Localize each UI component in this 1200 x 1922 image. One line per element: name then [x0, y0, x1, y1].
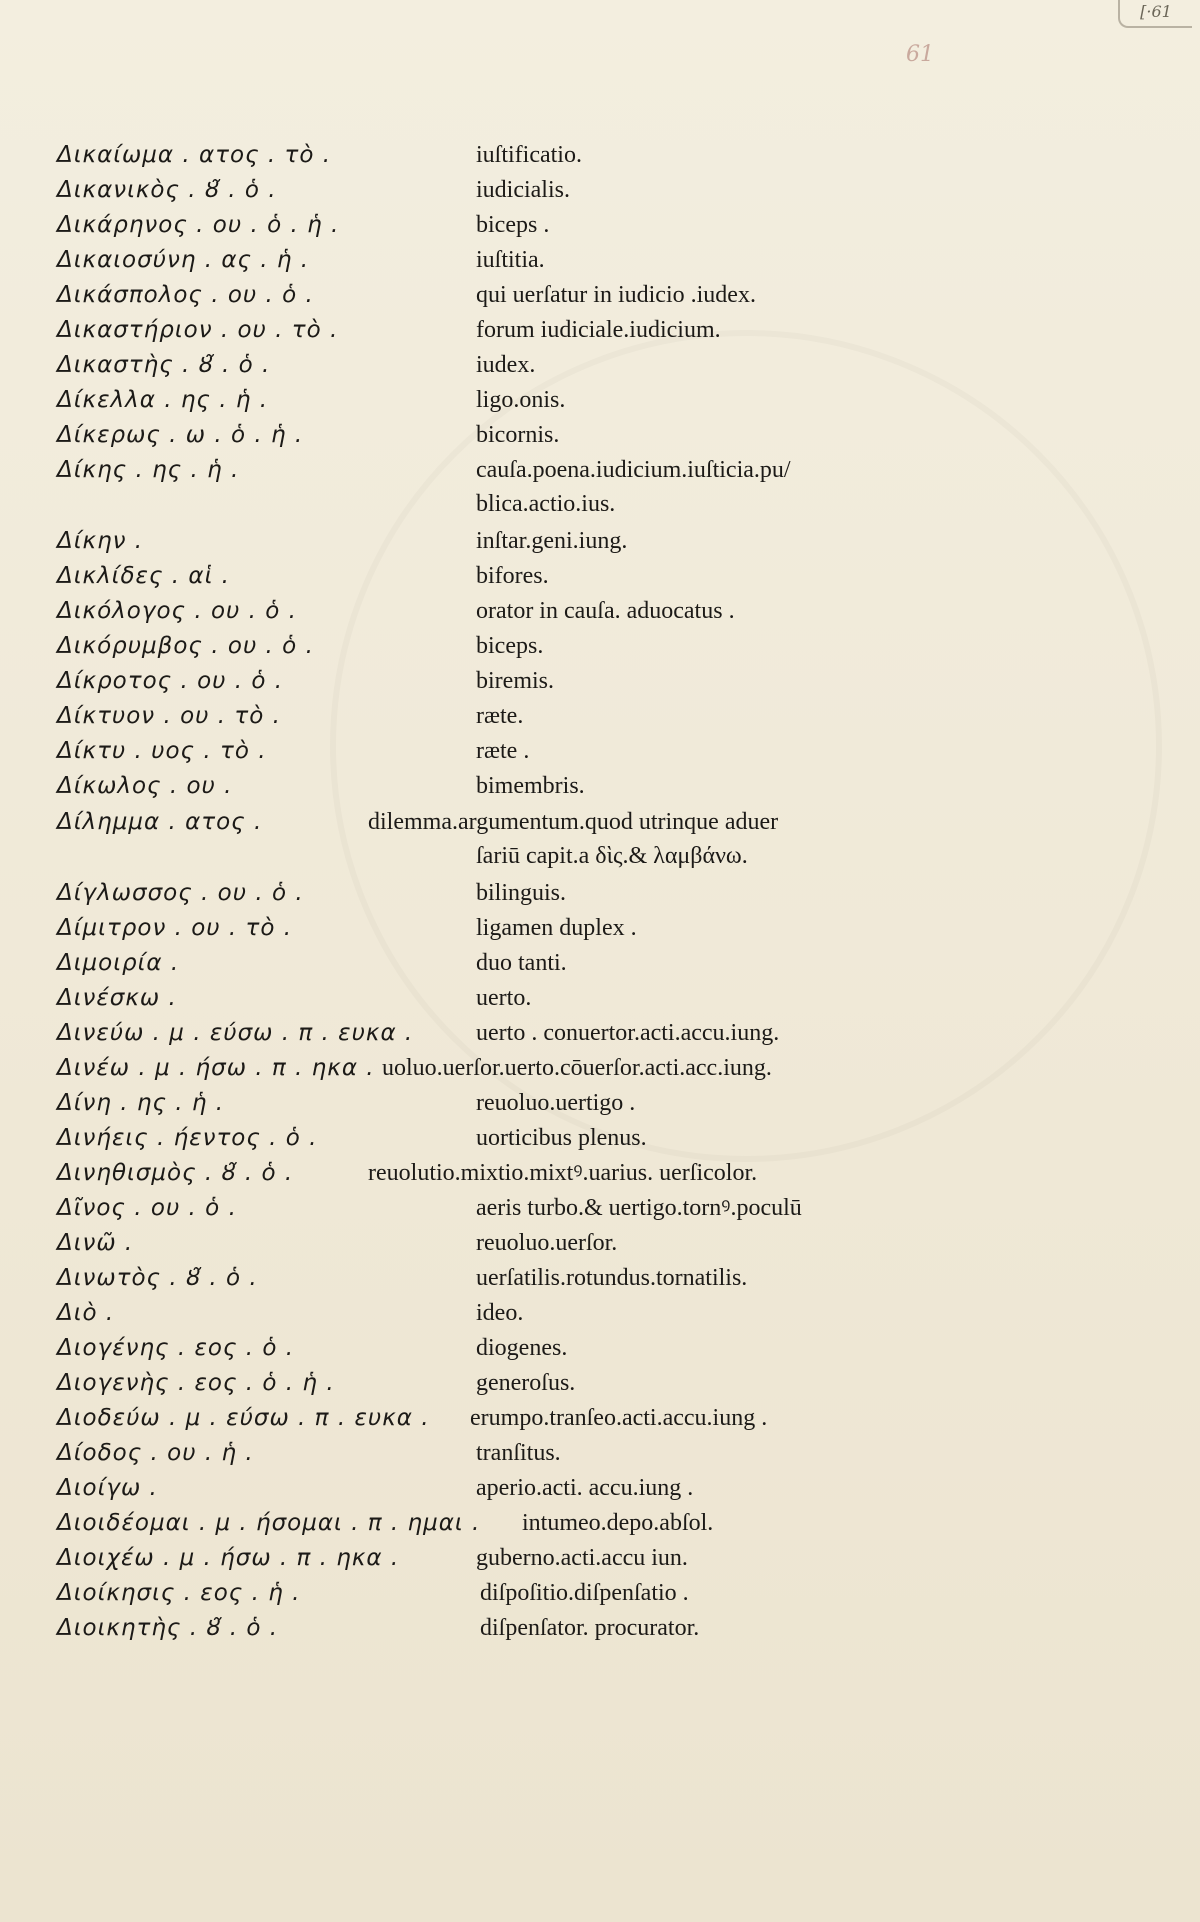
greek-headword: Δινωτὸς . ȣ̃ . ὁ . — [57, 1265, 258, 1291]
latin-gloss: erumpo.tranſeo.acti.accu.iung . — [470, 1405, 768, 1431]
entry-row — [0, 1156, 1200, 1190]
latin-gloss: ræte. — [476, 703, 524, 729]
entry-row — [0, 981, 1200, 1015]
greek-headword: Δίκωλος . ου . — [57, 773, 233, 799]
entry-row — [0, 1086, 1200, 1120]
entry-row — [0, 278, 1200, 312]
latin-gloss: orator in cauſa. aduocatus . — [476, 598, 735, 624]
entry-row — [0, 876, 1200, 910]
greek-headword: Δινῶ . — [57, 1230, 134, 1256]
latin-gloss: generoſus. — [476, 1370, 576, 1396]
entry-row — [0, 1436, 1200, 1470]
greek-headword: Δίκτυ . υος . τὸ . — [57, 738, 267, 764]
latin-gloss: reuolutio.mixtio.mixtꝰ.uarius. uerſicolor. — [368, 1160, 758, 1186]
latin-gloss: reuoluo.uertigo . — [476, 1090, 636, 1116]
latin-gloss: diſpoſitio.diſpenſatio . — [480, 1580, 689, 1606]
greek-headword: Διοιδέομαι . μ . ήσομαι . π . ημαι . — [57, 1510, 481, 1536]
entry-row — [0, 734, 1200, 768]
greek-headword: Δινέω . μ . ήσω . π . ηκα . — [57, 1055, 375, 1081]
greek-headword: Διμοιρία . — [57, 950, 180, 976]
latin-gloss: bicornis. — [476, 422, 560, 448]
latin-gloss-continuation: ſariū capit.a δὶς.& λαμβάνω. — [476, 843, 748, 869]
greek-headword: Διοίκησις . εος . ἡ . — [57, 1580, 301, 1606]
latin-gloss: intumeo.depo.abſol. — [522, 1510, 714, 1536]
latin-gloss: ligamen duplex . — [476, 915, 637, 941]
greek-headword: Δίλημμα . ατος . — [57, 809, 263, 835]
entry-row — [0, 453, 1200, 521]
latin-gloss: uerſatilis.rotundus.tornatilis. — [476, 1265, 748, 1291]
entry-row — [0, 946, 1200, 980]
entry-row — [0, 418, 1200, 452]
latin-gloss: tranſitus. — [476, 1440, 561, 1466]
greek-headword: Δικαίωμα . ατος . τὸ . — [57, 142, 332, 168]
latin-gloss: bimembris. — [476, 773, 585, 799]
greek-headword: Δικαιοσύνη . ας . ἡ . — [57, 247, 310, 273]
entry-row — [0, 664, 1200, 698]
entry-row — [0, 243, 1200, 277]
entry-row — [0, 1121, 1200, 1155]
greek-headword: Δικαστὴς . ȣ̃ . ὁ . — [57, 352, 271, 378]
entry-row — [0, 1471, 1200, 1505]
entry-row — [0, 1366, 1200, 1400]
latin-gloss: forum iudiciale.iudicium. — [476, 317, 721, 343]
latin-gloss: guberno.acti.accu iun. — [476, 1545, 688, 1571]
latin-gloss: bifores. — [476, 563, 549, 589]
entry-row — [0, 1331, 1200, 1365]
greek-headword: Δίγλωσσος . ου . ὁ . — [57, 880, 304, 906]
latin-gloss: reuoluo.uerſor. — [476, 1230, 618, 1256]
pencil-page-number: 61 — [906, 42, 934, 67]
entry-row — [0, 699, 1200, 733]
latin-gloss: qui uerſatur in iudicio .iudex. — [476, 282, 756, 308]
entry-row — [0, 348, 1200, 382]
entry-row — [0, 524, 1200, 558]
latin-gloss: uoluo.uerſor.uerto.cōuerſor.acti.acc.iung. — [382, 1055, 772, 1081]
entry-row — [0, 1016, 1200, 1050]
entry-row — [0, 1576, 1200, 1610]
latin-gloss: aeris turbo.& uertigo.tornꝰ.poculū — [476, 1195, 802, 1221]
latin-gloss: iudicialis. — [476, 177, 570, 203]
latin-gloss: dilemma.argumentum.quod utrinque aduer — [368, 809, 779, 835]
latin-gloss: cauſa.poena.iudicium.iuſticia.pu/ — [476, 457, 791, 483]
latin-gloss: biremis. — [476, 668, 554, 694]
latin-gloss: biceps . — [476, 212, 550, 238]
latin-gloss: diogenes. — [476, 1335, 568, 1361]
entry-row — [0, 1611, 1200, 1645]
greek-headword: Δικόρυμβος . ου . ὁ . — [57, 633, 314, 659]
latin-gloss: iudex. — [476, 352, 536, 378]
latin-gloss: duo tanti. — [476, 950, 567, 976]
greek-headword: Διογένης . εος . ὁ . — [57, 1335, 295, 1361]
entry-row — [0, 1191, 1200, 1225]
entry-row — [0, 138, 1200, 172]
entry-row — [0, 559, 1200, 593]
greek-headword: Διοδεύω . μ . εύσω . π . ευκα . — [57, 1405, 430, 1431]
latin-gloss: biceps. — [476, 633, 544, 659]
latin-gloss: uorticibus plenus. — [476, 1125, 647, 1151]
entry-row — [0, 911, 1200, 945]
greek-headword: Δικαστήριον . ου . τὸ . — [57, 317, 339, 343]
entry-row — [0, 1261, 1200, 1295]
folio-mark: [·61 — [1118, 0, 1192, 28]
greek-headword: Δικάρηνος . ου . ὁ . ἡ . — [57, 212, 340, 238]
entry-row — [0, 1401, 1200, 1435]
latin-gloss: uerto. — [476, 985, 532, 1011]
entry-row — [0, 629, 1200, 663]
latin-gloss: aperio.acti. accu.iung . — [476, 1475, 694, 1501]
entry-row — [0, 594, 1200, 628]
entry-row — [0, 383, 1200, 417]
greek-headword: Δίκης . ης . ἡ . — [57, 457, 240, 483]
greek-headword: Δικλίδες . αἱ . — [57, 563, 230, 589]
greek-headword: Δινεύω . μ . εύσω . π . ευκα . — [57, 1020, 414, 1046]
greek-headword: Δινηθισμὸς . ȣ̃ . ὁ . — [57, 1160, 294, 1186]
greek-headword: Διοιχέω . μ . ήσω . π . ηκα . — [57, 1545, 400, 1571]
greek-headword: Δινέσκω . — [57, 985, 177, 1011]
latin-gloss: ligo.onis. — [476, 387, 566, 413]
latin-gloss: inſtar.geni.iung. — [476, 528, 628, 554]
entry-row — [0, 1226, 1200, 1260]
greek-headword: Δίκροτος . ου . ὁ . — [57, 668, 284, 694]
entry-row — [0, 173, 1200, 207]
greek-headword: Δικόλογος . ου . ὁ . — [57, 598, 297, 624]
latin-gloss: bilinguis. — [476, 880, 567, 906]
entry-row — [0, 1541, 1200, 1575]
latin-gloss-continuation: blica.actio.ius. — [476, 491, 616, 517]
greek-headword: Δίοδος . ου . ἡ . — [57, 1440, 254, 1466]
entry-row — [0, 208, 1200, 242]
greek-headword: Διὸ . — [57, 1300, 115, 1326]
greek-headword: Διοίγω . — [57, 1475, 158, 1501]
greek-headword: Δινήεις . ήεντος . ὁ . — [57, 1125, 318, 1151]
greek-headword: Δῖνος . ου . ὁ . — [57, 1195, 237, 1221]
entry-row — [0, 769, 1200, 803]
latin-gloss: ideo. — [476, 1300, 524, 1326]
latin-gloss: uerto . conuertor.acti.accu.iung. — [476, 1020, 780, 1046]
greek-headword: Διογενὴς . εος . ὁ . ἡ . — [57, 1370, 335, 1396]
greek-headword: Δίκελλα . ης . ἡ . — [57, 387, 269, 413]
latin-gloss: iuſtificatio. — [476, 142, 582, 168]
greek-headword: Δίκτυον . ου . τὸ . — [57, 703, 281, 729]
greek-headword: Δικανικὸς . ȣ̃ . ὁ . — [57, 177, 277, 203]
entry-row — [0, 1296, 1200, 1330]
entry-row — [0, 313, 1200, 347]
entry-row — [0, 1051, 1200, 1085]
latin-gloss: iuſtitia. — [476, 247, 545, 273]
greek-headword: Δικάσπολος . ου . ὁ . — [57, 282, 314, 308]
latin-gloss: ræte . — [476, 738, 530, 764]
greek-headword: Δίνη . ης . ἡ . — [57, 1090, 225, 1116]
greek-headword: Δίκερως . ω . ὁ . ἡ . — [57, 422, 304, 448]
greek-headword: Δίκην . — [57, 528, 144, 554]
greek-headword: Διοικητὴς . ȣ̃ . ὁ . — [57, 1615, 279, 1641]
latin-gloss: diſpenſator. procurator. — [480, 1615, 700, 1641]
entry-row — [0, 805, 1200, 873]
greek-headword: Δίμιτρον . ου . τὸ . — [57, 915, 293, 941]
entry-row — [0, 1506, 1200, 1540]
